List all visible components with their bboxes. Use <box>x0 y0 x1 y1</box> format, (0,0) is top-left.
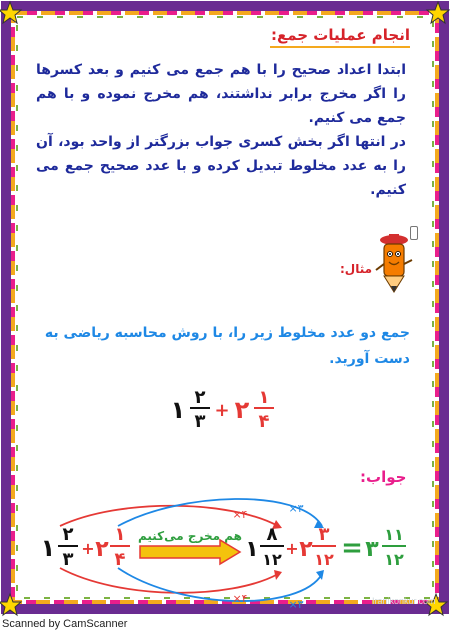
solution-b-denominator: ۴ <box>114 549 126 570</box>
problem-a-whole: ۱ <box>170 396 186 424</box>
instruction-paragraph-1: ابتدا اعداد صحیح را با هم جمع می کنیم و بعد کسرها را اگر مخرج برابر نداشتند، هم مخرج نموده و با هم جمع می کنیم. <box>36 62 406 126</box>
problem-a-denominator: ۳ <box>194 411 206 432</box>
watermark: Iranikonkur.com <box>372 596 436 606</box>
solution-a-denominator: ۳ <box>62 549 74 570</box>
heading-underline <box>270 46 410 48</box>
result-numerator: ۱۱ <box>384 525 404 544</box>
problem-b-numerator: ۱ <box>258 387 270 408</box>
step2-a-numerator: ۸ <box>266 524 278 545</box>
result-denominator: ۱۲ <box>384 550 404 569</box>
solution-b-numerator: ۱ <box>114 524 126 545</box>
result-whole: ۳ <box>365 537 379 562</box>
step2-plus-sign: + <box>285 539 299 558</box>
step2-b-numerator: ۳ <box>318 524 330 545</box>
multiplier-bottom-left: ×۴ <box>232 592 248 605</box>
multiplier-top-left: ×۴ <box>232 508 248 521</box>
step2-a-whole: ۱ <box>245 537 259 562</box>
example-label: مثال: <box>340 262 373 276</box>
scanner-footer: Scanned by CamScanner <box>2 618 128 630</box>
solution-a-whole: ۱ <box>40 534 56 562</box>
step2-b-whole: ۲ <box>299 537 313 562</box>
solution-diagram <box>30 490 430 615</box>
arrow-caption: هم مخرج می‌کنیم <box>137 529 243 543</box>
multiplier-top-right: ×۳ <box>288 502 304 515</box>
right-arrow-icon <box>140 540 240 564</box>
multiplier-bottom-right: ×۳ <box>288 598 304 611</box>
problem-expression <box>160 384 290 434</box>
problem-b-whole: ۲ <box>234 396 250 424</box>
answer-label: جواب: <box>360 468 407 486</box>
solution-plus-sign-1: + <box>81 539 95 558</box>
step2-b-denominator: ۱۲ <box>314 550 334 569</box>
solution-a-numerator: ۲ <box>62 524 74 545</box>
question-text: جمع دو عدد مخلوط زیر را، با روش محاسبه ریاضی به دست آورید. <box>44 325 410 367</box>
problem-a-numerator: ۲ <box>194 387 206 408</box>
pencil-mascot-icon <box>372 232 416 296</box>
problem-b-denominator: ۴ <box>258 411 270 432</box>
equals-sign: = <box>341 533 363 563</box>
solution-b-whole: ۲ <box>95 537 109 562</box>
section-heading: انجام عملیات جمع: <box>270 26 410 44</box>
step2-a-denominator: ۱۲ <box>262 550 282 569</box>
problem-plus-sign: + <box>214 400 230 421</box>
instruction-paragraph-2: در انتها اگر بخش کسری جواب بزرگتر از واحد بود، آن را به عدد مخلوط تبدیل کرده و با عدد صحیح جمع می کنیم. <box>36 134 406 198</box>
